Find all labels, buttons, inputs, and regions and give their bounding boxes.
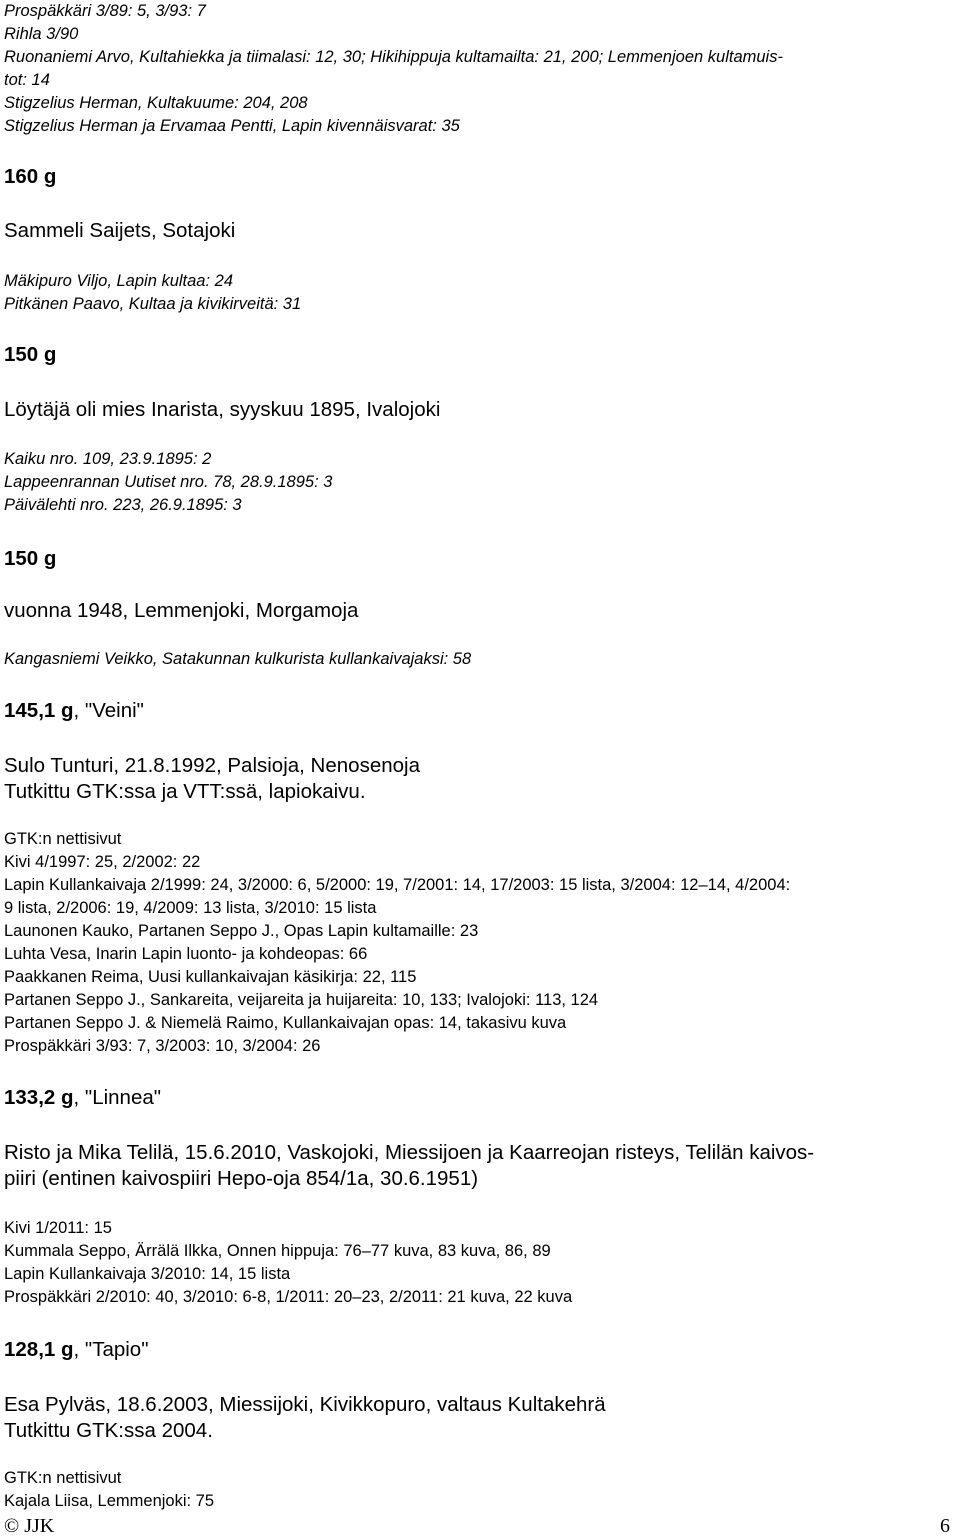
reference-line: Stigzelius Herman ja Ervamaa Pentti, Lapin kivennäisvarat: 35	[4, 117, 460, 135]
finder-info	[4, 218, 235, 244]
finder-line: vuonna 1948, Lemmenjoki, Morgamoja	[4, 599, 359, 622]
reference-line: GTK:n nettisivut	[4, 830, 122, 848]
reference-line: Lapin Kullankaivaja 3/2010: 14, 15 lista	[4, 1265, 291, 1283]
reference-line: Ruonaniemi Arvo, Kultahiekka ja tiimalasi: 12, 30; Hikihippuja kultamailta: 21, 200; Lemmenjoen kultamuis-	[4, 48, 783, 66]
reference-line: Pitkänen Paavo, Kultaa ja kivikirveitä: 31	[4, 295, 302, 313]
nugget-name: , "Linnea"	[73, 1086, 162, 1109]
reference-block	[4, 828, 790, 1058]
nugget-heading	[4, 1085, 161, 1111]
finder-line: Sammeli Saijets, Sotajoki	[4, 219, 236, 242]
reference-line: Prospäkkäri 3/93: 7, 3/2003: 10, 3/2004: 26	[4, 1037, 321, 1055]
nugget-weight: 150 g	[4, 343, 57, 366]
reference-line: Kivi 1/2011: 15	[4, 1219, 112, 1237]
finder-info	[4, 397, 440, 423]
reference-line: Stigzelius Herman, Kultakuume: 204, 208	[4, 94, 308, 112]
finder-line: Esa Pylväs, 18.6.2003, Miessijoki, Kivikkopuro, valtaus Kultakehrä	[4, 1393, 606, 1416]
page-number: 6	[940, 1515, 950, 1537]
nugget-heading	[4, 164, 56, 190]
reference-line: Päivälehti nro. 223, 26.9.1895: 3	[4, 496, 242, 514]
nugget-heading	[4, 342, 56, 368]
finder-line: Tutkittu GTK:ssa 2004.	[4, 1419, 213, 1442]
nugget-heading	[4, 1337, 148, 1363]
reference-block	[4, 1467, 214, 1513]
reference-line: Paakkanen Reima, Uusi kullankaivajan käsikirja: 22, 115	[4, 968, 417, 986]
finder-line: Risto ja Mika Telilä, 15.6.2010, Vaskojoki, Miessijoen ja Kaarreojan risteys, Telilän kaivos-	[4, 1141, 815, 1164]
nugget-weight: 133,2 g	[4, 1086, 74, 1109]
finder-line: Sulo Tunturi, 21.8.1992, Palsioja, Nenosenoja	[4, 754, 420, 777]
reference-line: tot: 14	[4, 71, 50, 89]
nugget-weight: 160 g	[4, 165, 57, 188]
reference-line: Partanen Seppo J., Sankareita, veijareita ja huijareita: 10, 133; Ivalojoki: 113, 124	[4, 991, 599, 1009]
reference-line: Prospäkkäri 3/89: 5, 3/93: 7	[4, 2, 206, 20]
nugget-weight: 145,1 g	[4, 699, 74, 722]
finder-info	[4, 598, 358, 624]
nugget-weight: 128,1 g	[4, 1338, 74, 1361]
reference-line: Partanen Seppo J. & Niemelä Raimo, Kullankaivajan opas: 14, takasivu kuva	[4, 1014, 567, 1032]
finder-info	[4, 1392, 606, 1444]
reference-line: Rihla 3/90	[4, 25, 79, 43]
reference-line: Prospäkkäri 2/2010: 40, 3/2010: 6-8, 1/2011: 20–23, 2/2011: 21 kuva, 22 kuva	[4, 1288, 573, 1306]
copyright-label: © JJK	[4, 1515, 55, 1537]
finder-info	[4, 753, 420, 805]
reference-block	[4, 270, 301, 316]
reference-block-top	[4, 0, 783, 138]
reference-line: GTK:n nettisivut	[4, 1469, 122, 1487]
reference-line: Kaiku nro. 109, 23.9.1895: 2	[4, 450, 212, 468]
reference-line: Kajala Liisa, Lemmenjoki: 75	[4, 1492, 215, 1510]
reference-line: Kangasniemi Veikko, Satakunnan kulkurista kullankaivajaksi: 58	[4, 650, 472, 668]
page-footer	[4, 1515, 950, 1539]
nugget-name: , "Veini"	[73, 699, 144, 722]
finder-info	[4, 1140, 814, 1192]
nugget-heading	[4, 698, 144, 724]
finder-line: piiri (entinen kaivospiiri Hepo-oja 854/1a, 30.6.1951)	[4, 1167, 479, 1190]
reference-line: Kivi 4/1997: 25, 2/2002: 22	[4, 853, 201, 871]
reference-block	[4, 1217, 572, 1309]
reference-line: Launonen Kauko, Partanen Seppo J., Opas Lapin kultamaille: 23	[4, 922, 479, 940]
reference-line: Lappeenrannan Uutiset nro. 78, 28.9.1895: 3	[4, 473, 333, 491]
reference-line: Luhta Vesa, Inarin Lapin luonto- ja kohdeopas: 66	[4, 945, 368, 963]
nugget-name: , "Tapio"	[73, 1338, 149, 1361]
reference-line: Mäkipuro Viljo, Lapin kultaa: 24	[4, 272, 234, 290]
reference-line: Lapin Kullankaivaja 2/1999: 24, 3/2000: 6, 5/2000: 19, 7/2001: 14, 17/2003: 15 lista, 3/2004: 12–14, 4/2004:	[4, 876, 791, 894]
nugget-weight: 150 g	[4, 547, 57, 570]
reference-line: Kummala Seppo, Ärrälä Ilkka, Onnen hippuja: 76–77 kuva, 83 kuva, 86, 89	[4, 1242, 551, 1260]
nugget-heading	[4, 546, 56, 572]
reference-block	[4, 448, 332, 517]
reference-block	[4, 648, 471, 671]
finder-line: Löytäjä oli mies Inarista, syyskuu 1895, Ivalojoki	[4, 398, 441, 421]
finder-line: Tutkittu GTK:ssa ja VTT:ssä, lapiokaivu.	[4, 780, 366, 803]
reference-line: 9 lista, 2/2006: 19, 4/2009: 13 lista, 3/2010: 15 lista	[4, 899, 377, 917]
